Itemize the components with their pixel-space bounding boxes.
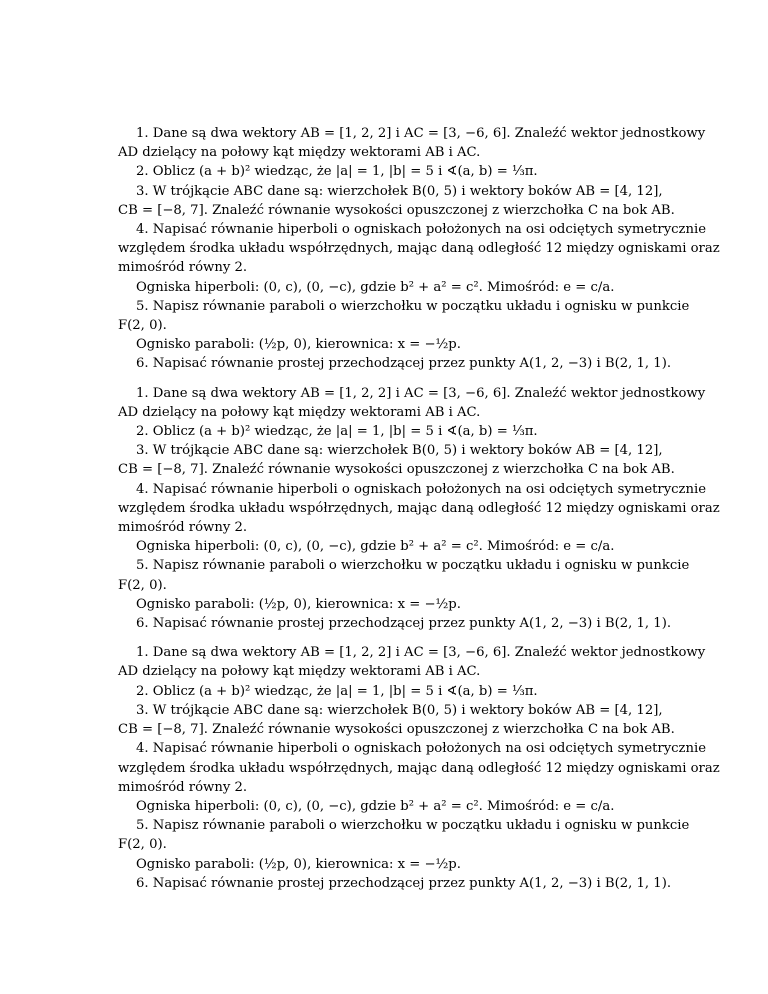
line: względem środka układu współrzędnych, mając daną odległość 12 między ogniskami oraz bbox=[118, 500, 720, 516]
problem-sheet bbox=[118, 124, 720, 893]
line: AD dzielący na połowy kąt między wektorami AB i AC. bbox=[118, 664, 481, 680]
line: 4. Napisać równanie hiperboli o ogniskach położonych na osi odciętych symetrycznie bbox=[136, 222, 707, 238]
line: 1. Dane są dwa wektory AB = [1, 2, 2] i AC = [3, −6, 6]. Znaleźć wektor jednostkowy bbox=[136, 126, 706, 141]
line: Ognisko paraboli: (½p, 0), kierownica: x = −½p. bbox=[136, 337, 461, 353]
line: CB = [−8, 7]. Znaleźć równanie wysokości opuszczonej z wierzchołka C na bok AB. bbox=[118, 462, 675, 478]
line: AD dzielący na połowy kąt między wektorami AB i AC. bbox=[118, 145, 481, 161]
line: CB = [−8, 7]. Znaleźć równanie wysokości opuszczonej z wierzchołka C na bok AB. bbox=[118, 722, 675, 738]
problem-set-3 bbox=[118, 643, 720, 893]
line: Ognisko paraboli: (½p, 0), kierownica: x = −½p. bbox=[136, 856, 461, 872]
line: 6. Napisać równanie prostej przechodzącej przez punkty A(1, 2, −3) i B(2, 1, 1). bbox=[136, 356, 672, 372]
line: 3. W trójkącie ABC dane są: wierzchołek B(0, 5) i wektory boków AB = [4, 12], bbox=[136, 443, 663, 459]
line: AD dzielący na połowy kąt między wektorami AB i AC. bbox=[118, 404, 481, 420]
line: 5. Napisz równanie paraboli o wierzchołku w początku układu i ognisku w punkcie bbox=[136, 818, 690, 834]
line: 3. W trójkącie ABC dane są: wierzchołek B(0, 5) i wektory boków AB = [4, 12], bbox=[136, 702, 663, 718]
line: Ognisko paraboli: (½p, 0), kierownica: x = −½p. bbox=[136, 596, 461, 612]
line: 5. Napisz równanie paraboli o wierzchołku w początku układu i ognisku w punkcie bbox=[136, 558, 690, 574]
line: względem środka układu współrzędnych, mając daną odległość 12 między ogniskami oraz bbox=[118, 241, 720, 257]
line: 1. Dane są dwa wektory AB = [1, 2, 2] i AC = [3, −6, 6]. Znaleźć wektor jednostkowy bbox=[136, 385, 706, 401]
line: 2. Oblicz (a + b)² wiedząc, że |a| = 1, |b| = 5 i ∢(a, b) = ⅓π. bbox=[136, 683, 538, 699]
problem-set-2 bbox=[118, 384, 720, 634]
line: CB = [−8, 7]. Znaleźć równanie wysokości opuszczonej z wierzchołka C na bok AB. bbox=[118, 202, 675, 218]
line: 2. Oblicz (a + b)² wiedząc, że |a| = 1, |b| = 5 i ∢(a, b) = ⅓π. bbox=[136, 164, 538, 180]
line: F(2, 0). bbox=[118, 318, 167, 334]
problem-set-1 bbox=[118, 124, 720, 374]
line: mimośród równy 2. bbox=[118, 779, 248, 795]
line: względem środka układu współrzędnych, mając daną odległość 12 między ogniskami oraz bbox=[118, 760, 720, 776]
line: 6. Napisać równanie prostej przechodzącej przez punkty A(1, 2, −3) i B(2, 1, 1). bbox=[136, 616, 672, 632]
line: 5. Napisz równanie paraboli o wierzchołku w początku układu i ognisku w punkcie bbox=[136, 298, 690, 314]
line: 2. Oblicz (a + b)² wiedząc, że |a| = 1, |b| = 5 i ∢(a, b) = ⅓π. bbox=[136, 424, 538, 440]
line: F(2, 0). bbox=[118, 837, 167, 853]
line: mimośród równy 2. bbox=[118, 520, 248, 536]
line: 3. W trójkącie ABC dane są: wierzchołek B(0, 5) i wektory boków AB = [4, 12], bbox=[136, 183, 663, 199]
line: 6. Napisać równanie prostej przechodzącej przez punkty A(1, 2, −3) i B(2, 1, 1). bbox=[136, 875, 672, 891]
line: Ogniska hiperboli: (0, c), (0, −c), gdzie b² + a² = c². Mimośród: e = c/a. bbox=[136, 279, 615, 295]
line: Ogniska hiperboli: (0, c), (0, −c), gdzie b² + a² = c². Mimośród: e = c/a. bbox=[136, 798, 615, 814]
line: F(2, 0). bbox=[118, 577, 167, 593]
line: 4. Napisać równanie hiperboli o ogniskach położonych na osi odciętych symetrycznie bbox=[136, 481, 707, 497]
line: 1. Dane są dwa wektory AB = [1, 2, 2] i AC = [3, −6, 6]. Znaleźć wektor jednostkowy bbox=[136, 645, 706, 661]
line: 4. Napisać równanie hiperboli o ogniskach położonych na osi odciętych symetrycznie bbox=[136, 741, 707, 757]
line: mimośród równy 2. bbox=[118, 260, 248, 276]
line: Ogniska hiperboli: (0, c), (0, −c), gdzie b² + a² = c². Mimośród: e = c/a. bbox=[136, 539, 615, 555]
